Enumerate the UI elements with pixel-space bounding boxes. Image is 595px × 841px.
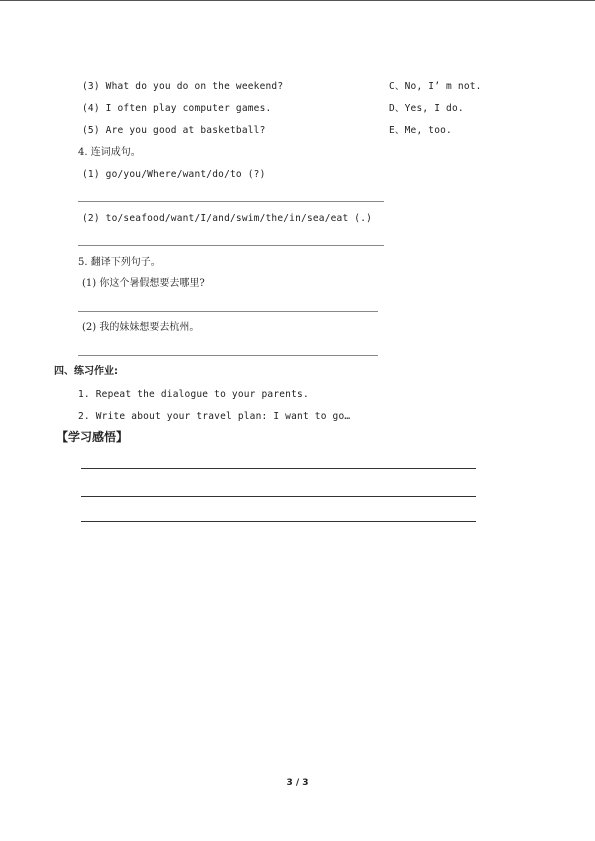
section-5-question-1: (1) 你这个暑假想要去哪里? xyxy=(82,278,205,289)
match-question-3: (3) What do you do on the weekend? xyxy=(82,81,284,92)
section-5-heading: 5. 翻译下列句子。 xyxy=(78,257,161,268)
homework-heading: 四、练习作业: xyxy=(54,366,118,377)
section-4-question-2: (2) to/seafood/want/I/and/swim/the/in/sea/eat (.) xyxy=(82,213,373,224)
answer-line-4-1 xyxy=(78,201,384,202)
homework-item-1: 1. Repeat the dialogue to your parents. xyxy=(78,389,309,400)
answer-line-4-2 xyxy=(78,245,384,246)
match-answer-c: C、No, I’ m not. xyxy=(389,81,482,92)
match-answer-d: D、Yes, I do. xyxy=(389,103,464,114)
reflection-line-3 xyxy=(81,521,476,522)
match-question-5: (5) Are you good at basketball? xyxy=(82,125,266,136)
page-top-border xyxy=(0,0,595,1)
page-number: 3 / 3 xyxy=(286,778,309,788)
section-4-question-1: (1) go/you/Where/want/do/to (?) xyxy=(82,169,266,180)
section-5-question-2: (2) 我的妹妹想要去杭州。 xyxy=(82,322,200,333)
answer-line-5-2 xyxy=(78,355,378,356)
reflection-line-1 xyxy=(81,468,476,469)
homework-item-2: 2. Write about your travel plan: I want to go… xyxy=(78,411,351,422)
reflection-heading: 【学习感悟】 xyxy=(56,430,129,444)
reflection-line-2 xyxy=(81,496,476,497)
answer-line-5-1 xyxy=(78,311,378,312)
match-answer-e: E、Me, too. xyxy=(389,125,452,136)
match-question-4: (4) I often play computer games. xyxy=(82,103,272,114)
section-4-heading: 4. 连词成句。 xyxy=(78,147,141,158)
